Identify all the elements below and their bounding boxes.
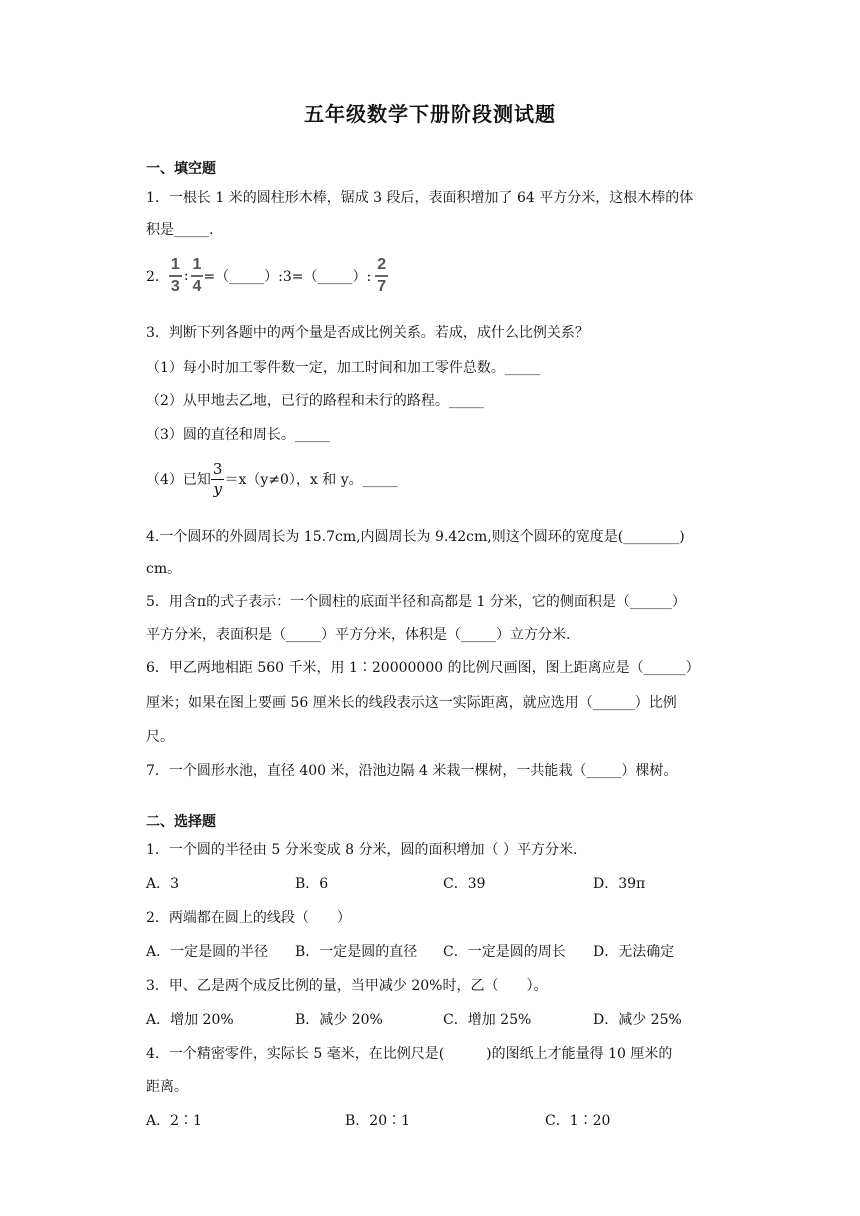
question-1-line-2: 积是_____. [146, 222, 214, 238]
option-c[interactable]: C．一定是圆的周长 [443, 944, 566, 960]
choice-question-4-options [146, 1110, 726, 1130]
fraction-denominator: 7 [377, 278, 387, 295]
page-title: 五年级数学下册阶段测试题 [304, 102, 556, 126]
choice-question-1-options [146, 873, 726, 893]
question-3-part-1: （1）每小时加工零件数一定，加工时间和加工零件总数。_____ [146, 360, 540, 376]
question-3-part-4 [146, 458, 398, 500]
option-c[interactable]: C．增加 25% [443, 1012, 532, 1028]
option-b[interactable]: B．减少 20% [295, 1012, 383, 1028]
fraction-numerator: 2 [375, 257, 388, 277]
question-3-part-2: （2）从甲地去乙地，已行的路程和未行的路程。_____ [146, 393, 484, 409]
choice-question-1: 1．一个圆的半径由 5 分米变成 8 分米，圆的面积增加（ ）平方分米. [146, 842, 578, 858]
question-7: 7．一个圆形水池，直径 400 米，沿池边隔 4 米栽一棵树，一共能栽（_____）棵树。 [146, 763, 678, 779]
fraction-one-fourth [191, 257, 204, 295]
fraction-three-over-y [211, 459, 225, 498]
question-3: 3．判断下列各题中的两个量是否成比例关系。若成，成什么比例关系？ [146, 325, 589, 341]
option-d[interactable]: D．39π [593, 876, 646, 892]
question-1-line-1: 1．一根长 1 米的圆柱形木棒，锯成 3 段后，表面积增加了 64 平方分米，这根木棒的体 [146, 190, 694, 206]
fraction-denominator: 4 [192, 278, 202, 295]
fraction-numerator: 3 [212, 459, 223, 478]
option-c[interactable]: C．39 [443, 876, 486, 892]
question-6-line-3: 尺。 [146, 729, 174, 745]
question-2-middle: =（_____）:3=（_____）: [203, 269, 372, 285]
option-b[interactable]: B．6 [295, 876, 329, 892]
option-d[interactable]: D．无法确定 [593, 944, 675, 960]
choice-question-3: 3．甲、乙是两个成反比例的量，当甲减少 20%时，乙（ ）。 [146, 978, 548, 994]
question-3-part-4-prefix: （4）已知 [146, 472, 211, 488]
question-3-part-3: （3）圆的直径和周长。_____ [146, 427, 330, 443]
option-d[interactable]: D．减少 25% [593, 1012, 682, 1028]
choice-question-4-line-1: 4．一个精密零件，实际长 5 毫米，在比例尺是( )的图纸上才能量得 10 厘米的 [146, 1046, 673, 1062]
section-heading-fill-in: 一、填空题 [146, 161, 216, 177]
option-a[interactable]: A．2∶1 [146, 1113, 202, 1129]
fraction-numerator: 1 [191, 257, 204, 277]
question-5-line-1: 5．用含π的式子表示：一个圆柱的底面半径和高都是 1 分米，它的侧面积是（______） [146, 594, 686, 610]
option-a[interactable]: A．增加 20% [146, 1012, 234, 1028]
section-heading-multiple-choice: 二、选择题 [146, 814, 216, 830]
choice-question-2: 2．两端都在圆上的线段（ ） [146, 910, 351, 926]
fraction-denominator: 3 [170, 278, 180, 295]
ratio-colon: : [183, 268, 189, 284]
choice-question-3-options [146, 1009, 726, 1029]
fraction-denominator: y [213, 479, 222, 498]
question-4-line-2: cm。 [146, 561, 182, 577]
option-b[interactable]: B．20∶1 [345, 1113, 411, 1129]
question-2-prefix: 2． [146, 269, 169, 285]
question-6-line-2: 厘米；如果在图上要画 56 厘米长的线段表示这一实际距离，就应选用（______）比例 [146, 695, 677, 711]
fraction-numerator: 1 [169, 257, 182, 277]
option-a[interactable]: A．3 [146, 876, 180, 892]
question-6-line-1: 6．甲乙两地相距 560 千米，用 1∶20000000 的比例尺画图，图上距离应是（______） [146, 660, 700, 676]
option-b[interactable]: B．一定是圆的直径 [295, 944, 418, 960]
question-3-part-4-suffix: ＝x（y≠0），x 和 y。_____ [224, 472, 398, 488]
option-c[interactable]: C．1∶20 [545, 1113, 611, 1129]
question-2 [146, 258, 388, 294]
fraction-two-sevenths [375, 257, 388, 295]
question-4-line-1: 4.一个圆环的外圆周长为 15.7cm,内圆周长为 9.42cm,则这个圆环的宽度是(________) [146, 529, 685, 545]
option-a[interactable]: A．一定是圆的半径 [146, 944, 269, 960]
fraction-one-third [169, 257, 182, 295]
choice-question-2-options [146, 941, 726, 961]
question-5-line-2: 平方分米，表面积是（_____）平方分米，体积是（_____）立方分米. [146, 627, 571, 643]
choice-question-4-line-2: 距离。 [146, 1079, 188, 1095]
